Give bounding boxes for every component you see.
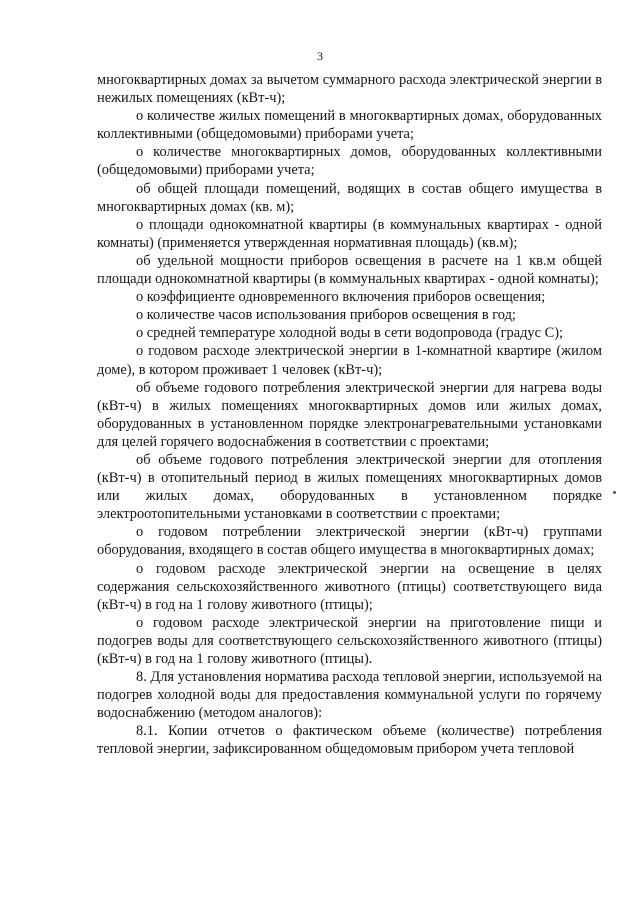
paragraph: о количестве часов использования приборов освещения в год;: [136, 307, 516, 324]
paragraph: о годовом расходе электрической энергии на освещение в целях содержания сельскохозяйственного животного (птицы) соответствующего вида (кВт-ч) в год на 1 голову животного (птицы);: [97, 560, 602, 613]
paragraph: о количестве жилых помещений в многоквартирных домах, оборудованных коллективными (общедомовыми) приборами учета;: [97, 108, 602, 143]
scan-dot-mark: [613, 491, 616, 494]
paragraph: многоквартирных домах за вычетом суммарного расхода электрической энергии в нежилых помещениях (кВт-ч);: [97, 72, 602, 107]
paragraph: об объеме годового потребления электрической энергии для отопления (кВт-ч) в отопительный период в жилых помещениях многоквартирных домов или жилых домах, оборудованных в установленном порядке электроотопительными установками в соответствии с проектами;: [97, 451, 602, 523]
paragraph: об общей площади помещений, водящих в состав общего имущества в многоквартирных домах (кв. м);: [97, 180, 602, 215]
paragraph: о средней температуре холодной воды в сети водопровода (градус С);: [136, 325, 564, 342]
paragraph: об удельной мощности приборов освещения в расчете на 1 кв.м общей площади однокомнатной квартиры (в коммунальных квартирах - одной комнаты);: [97, 252, 602, 288]
body-text: [97, 71, 602, 759]
paragraph: об объеме годового потребления электрической энергии для нагрева воды (кВт-ч) в жилых помещениях многоквартирных домов или жилых домах, оборудованных в установленном порядке электронагревательными установками для целей горячего водоснабжения в соответствии с проектами;: [97, 379, 602, 450]
page-number: 3: [317, 49, 323, 63]
paragraph: о коэффициенте одновременного включения приборов освещения;: [136, 289, 546, 306]
section-8-heading: 8. Для установления норматива расхода тепловой энергии, используемой на подогрев холодной воды для предоставления коммунальной услуги по горячему водоснабжению (методом аналогов):: [97, 669, 602, 722]
paragraph: о количестве многоквартирных домов, оборудованных коллективными (общедомовыми) приборами учета;: [97, 144, 602, 179]
paragraph: о годовом потреблении электрической энергии (кВт-ч) группами оборудования, входящего в состав общего имущества в многоквартирных домах;: [97, 524, 602, 559]
paragraph: о годовом расходе электрической энергии в 1-комнатной квартире (жилом доме), в котором проживает 1 человек (кВт-ч);: [97, 343, 602, 378]
paragraph: о площади однокомнатной квартиры (в коммунальных квартирах - одной комнаты) (применяется утвержденная нормативная площадь) (кв.м);: [97, 216, 602, 251]
section-8-1-paragraph: 8.1. Копии отчетов о фактическом объеме (количестве) потребления тепловой энергии, зафиксированном общедомовым прибором учета тепловой: [97, 723, 602, 758]
paragraph: о годовом расходе электрической энергии на приготовление пищи и подогрев воды для соответствующего сельскохозяйственного животного (птицы) (кВт-ч) в год на 1 голову животного (птицы).: [97, 614, 602, 667]
